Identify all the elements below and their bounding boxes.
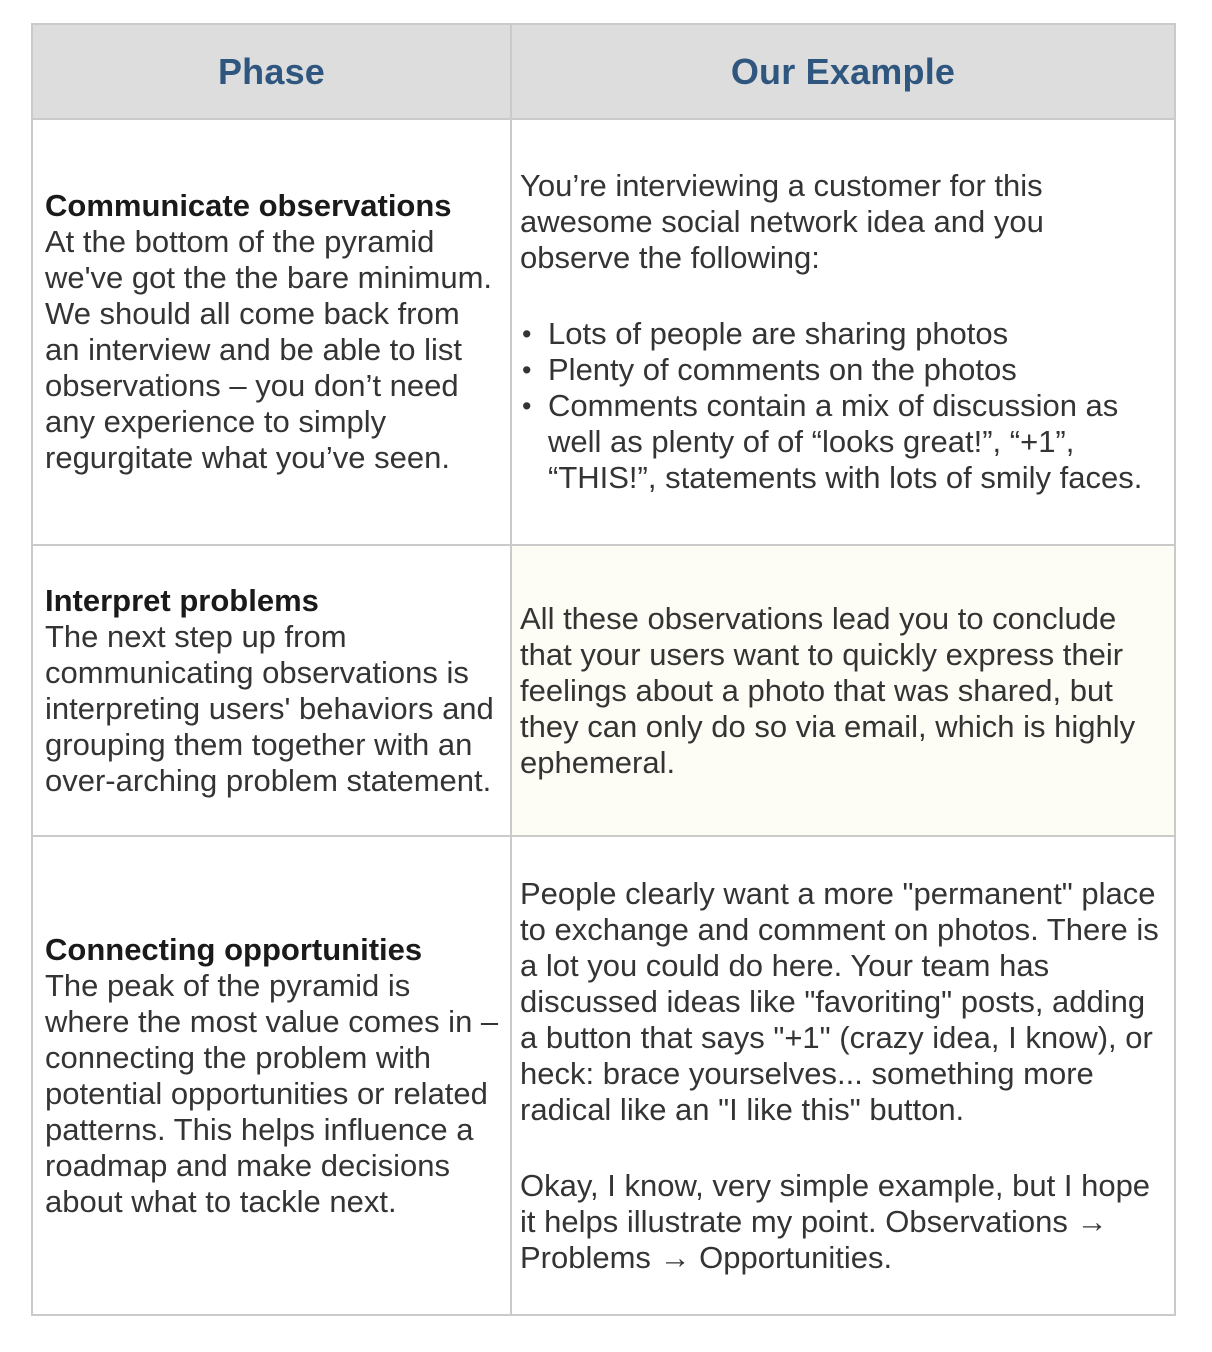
table-row-connecting-opportunities (32, 836, 1175, 1315)
list-item (520, 352, 1162, 388)
example-intro: You’re interviewing a customer for this awesome social network idea and you observe the following: (520, 168, 1044, 275)
example-paragraph: All these observations lead you to conclude that your users want to quickly express their feelings about a photo that was shared, but they can only do so via email, which is highly ephemeral. (520, 600, 1136, 780)
bullet-marker: • (522, 355, 532, 385)
column-header-example: Our Example (511, 24, 1175, 119)
list-item (520, 388, 1162, 496)
phase-title: Connecting opportunities (45, 931, 423, 967)
list-item-text: Plenty of comments on the photos (548, 352, 1017, 387)
phase-cell (32, 119, 511, 545)
phase-body: The next step up from communicating observations is interpreting users' behaviors and grouping them together with an over-arching problem statement. (45, 618, 494, 798)
table-row-interpret-problems (32, 545, 1175, 836)
phase-body: The peak of the pyramid is where the most value comes in – connecting the problem with potential opportunities or related patterns. This helps influence a roadmap and make decisions about what to tackle next. (45, 967, 499, 1219)
phase-title: Communicate observations (45, 188, 452, 223)
phase-text (45, 583, 500, 799)
list-item-text: Lots of people are sharing photos (548, 316, 1009, 351)
example-cell (511, 545, 1175, 836)
observation-list (520, 316, 1162, 496)
phase-cell (32, 545, 511, 836)
table-row-communicate-observations (32, 119, 1175, 545)
phase-text (45, 932, 500, 1220)
phase-text (45, 188, 500, 476)
example-paragraph: People clearly want a more "permanent" place to exchange and comment on photos. There is a lot you could do here. Your team has discussed ideas like "favoriting" posts, adding a button that says "+1" (crazy idea, I know), or heck: brace yourselves... something more radical like an "I like this" button. (520, 875, 1159, 1127)
example-cell (511, 836, 1175, 1315)
phase-body: At the bottom of the pyramid we've got the the bare minimum. We should all come back from an interview and be able to list observations – you don’t need any experience to simply regurgitate what you’ve seen. (45, 224, 493, 475)
header-row (32, 24, 1175, 119)
example-paragraph: Okay, I know, very simple example, but I hope it helps illustrate my point. Observations → Problems → Opportunities. (520, 1167, 1151, 1275)
bullet-marker: • (522, 319, 532, 349)
column-header-phase: Phase (32, 24, 511, 119)
phase-example-table (31, 23, 1176, 1316)
bullet-marker: • (522, 391, 532, 421)
example-cell (511, 119, 1175, 545)
list-item (520, 316, 1162, 352)
list-item-text: Comments contain a mix of discussion as well as plenty of of “looks great!”, “+1”, “THIS!”, statements with lots of smily faces. (548, 388, 1143, 495)
phase-title: Interpret problems (45, 582, 319, 618)
phase-cell (32, 836, 511, 1315)
